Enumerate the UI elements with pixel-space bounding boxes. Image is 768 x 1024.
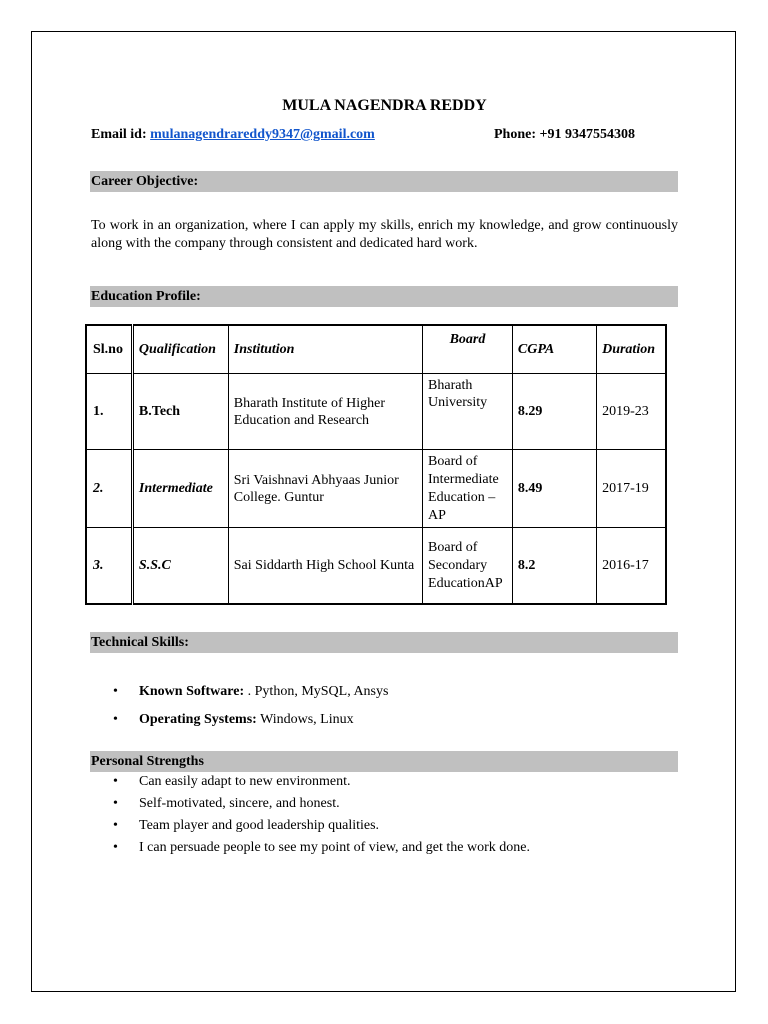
- cell-cgpa: 8.2: [512, 528, 596, 605]
- skill-label: Known Software:: [139, 684, 245, 699]
- col-header-institution: Institution: [228, 325, 422, 374]
- cell-duration: 2016-17: [597, 528, 666, 605]
- cell-cgpa: 8.49: [512, 450, 596, 528]
- cell-qualification: B.Tech: [132, 374, 228, 450]
- cell-board: Bharath University: [423, 374, 513, 450]
- personal-strengths-heading: Personal Strengths: [90, 751, 678, 772]
- list-item: • Can easily adapt to new environment.: [91, 773, 530, 795]
- list-item: [91, 711, 388, 739]
- col-header-cgpa: CGPA: [512, 325, 596, 374]
- email-label: Email id:: [91, 127, 147, 142]
- cell-board: Board of Secondary EducationAP: [423, 528, 513, 605]
- list-item: • Self-motivated, sincere, and honest.: [91, 795, 530, 817]
- cell-duration: 2019-23: [597, 374, 666, 450]
- cell-institution: Bharath Institute of Higher Education and Research: [228, 374, 422, 450]
- resume-name: MULA NAGENDRA REDDY: [282, 97, 487, 114]
- col-header-duration: Duration: [597, 325, 666, 374]
- education-profile-heading: Education Profile:: [90, 286, 678, 307]
- email-row: [91, 127, 375, 143]
- cell-qualification: S.S.C: [132, 528, 228, 605]
- table-row: [86, 450, 666, 528]
- table-row: [86, 528, 666, 605]
- cell-board: Board of Intermediate Education – AP: [423, 450, 513, 528]
- cell-institution: Sri Vaishnavi Abhyaas Junior College. Guntur: [228, 450, 422, 528]
- col-header-board: Board: [423, 325, 513, 374]
- skill-value: . Python, MySQL, Ansys: [244, 684, 389, 699]
- list-item: [91, 683, 388, 711]
- cell-qualification: Intermediate: [132, 450, 228, 528]
- cell-slno: 2.: [86, 450, 132, 528]
- cell-duration: 2017-19: [597, 450, 666, 528]
- technical-skills-heading: Technical Skills:: [90, 632, 678, 653]
- cell-institution: Sai Siddarth High School Kunta: [228, 528, 422, 605]
- career-objective-heading: Career Objective:: [90, 171, 678, 192]
- skill-value: Windows, Linux: [256, 712, 354, 727]
- career-objective-text: To work in an organization, where I can apply my skills, enrich my knowledge, and grow continuously along with the company through consistent and dedicated hard work.: [91, 218, 678, 251]
- phone-number: Phone: +91 9347554308: [494, 127, 635, 142]
- cell-cgpa: 8.29: [512, 374, 596, 450]
- col-header-slno: Sl.no: [86, 325, 132, 374]
- email-link[interactable]: mulanagendrareddy9347@gmail.com: [150, 127, 375, 142]
- list-item: • I can persuade people to see my point of view, and get the work done.: [91, 839, 530, 861]
- table-header-row: [86, 325, 666, 374]
- col-header-qualification: Qualification: [132, 325, 228, 374]
- table-row: [86, 374, 666, 450]
- cell-slno: 1.: [86, 374, 132, 450]
- skill-label: Operating Systems:: [139, 712, 257, 727]
- cell-slno: 3.: [86, 528, 132, 605]
- list-item: • Team player and good leadership qualities.: [91, 817, 530, 839]
- technical-skills-list: [91, 683, 388, 739]
- personal-strengths-list: [91, 773, 530, 861]
- education-table: [85, 324, 667, 605]
